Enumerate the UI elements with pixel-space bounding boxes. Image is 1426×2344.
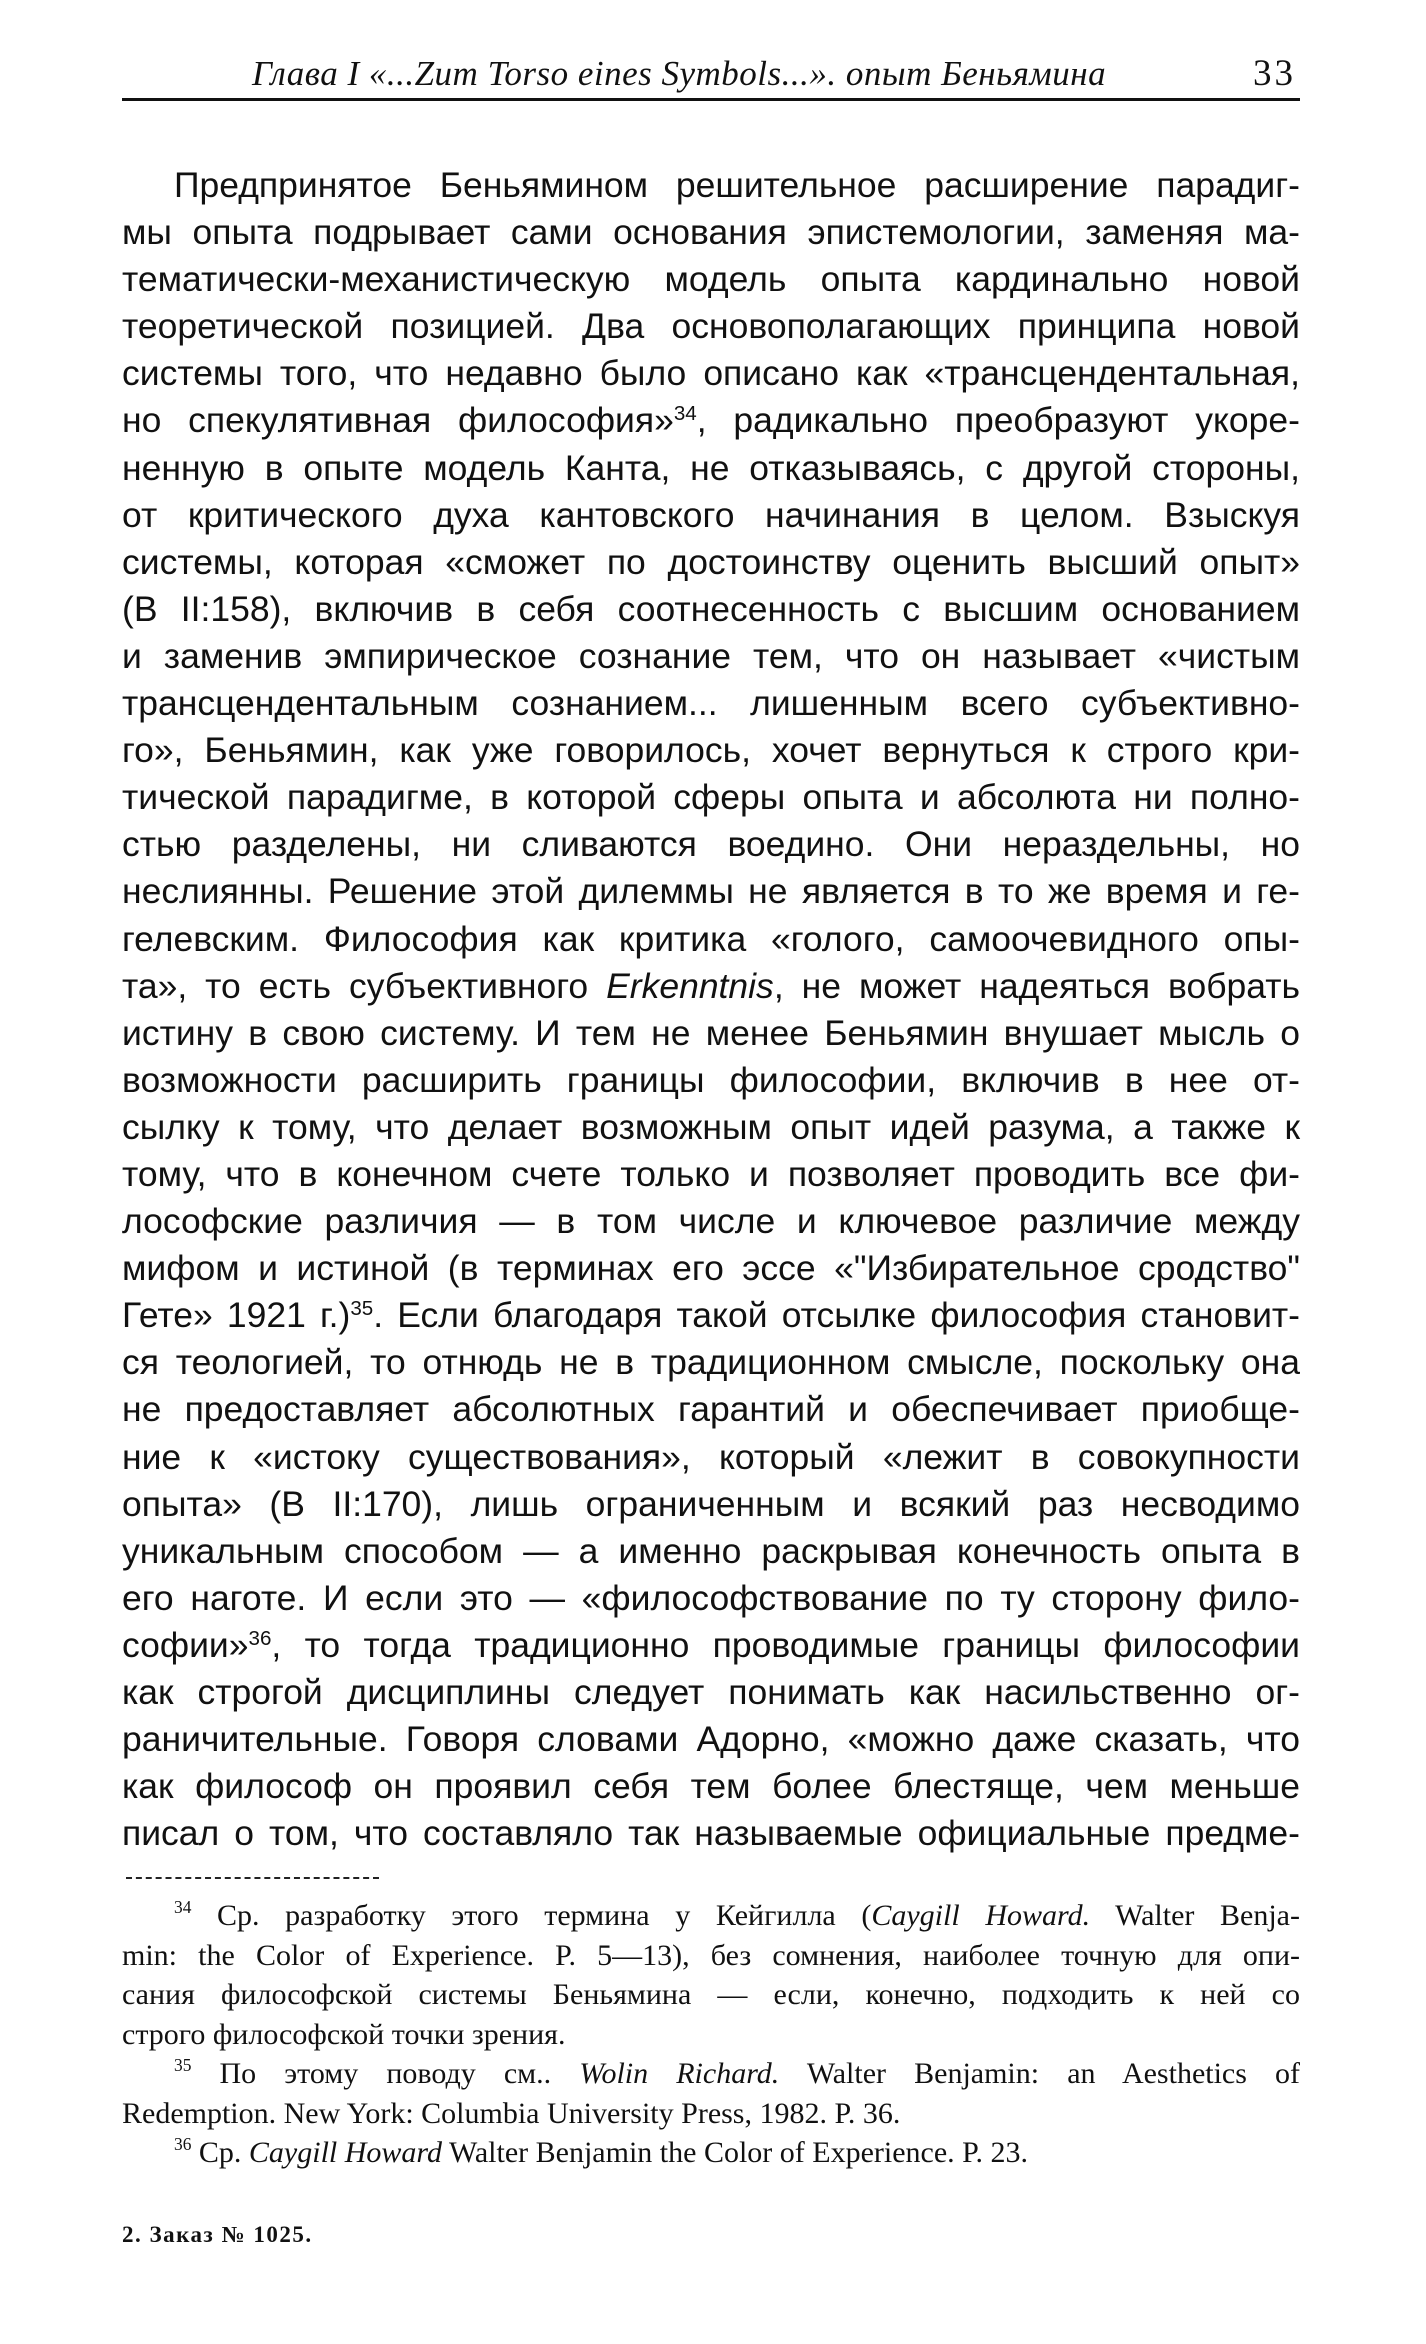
footnote-line: Redemption. New York: Columbia University Press, 1982. P. 36. <box>122 2096 901 2130</box>
text-line: как философ он проявил себя тем более блестяще, чем меньше <box>122 1766 1300 1807</box>
text-line: та», то есть субъективного Erkenntnis, не может надеяться вобрать <box>122 965 1300 1006</box>
text-line: системы того, что недавно было описано как «трансцендентальная, <box>122 353 1300 394</box>
text-line: уникальным способом — а именно раскрывая конечность опыта в <box>122 1530 1300 1571</box>
text-line: ние к «истоку существования», который «лежит в совокупности <box>122 1436 1300 1477</box>
text-line: трансцендентальным сознанием... лишенным всего субъективно- <box>122 683 1300 724</box>
italic-term: Erkenntnis <box>606 965 774 1006</box>
footnote-line: min: the Color of Experience. P. 5—13), без сомнения, наиболее точную для опи- <box>122 1938 1300 1972</box>
text-line: истину в свою систему. И тем не менее Беньямин внушает мысль о <box>122 1012 1300 1053</box>
text-line: но спекулятивная философия»$^{34}$, радикально преобразуют укоре- <box>122 400 1300 441</box>
text-line: его наготе. И если это — «философствование по ту сторону фило- <box>122 1577 1300 1618</box>
running-header <box>122 52 1300 101</box>
footnote-34: $^{34}$ Ср. разработку этого термина у Кейгилла (Caygill Howard. Walter Benja- <box>174 1897 1300 1932</box>
footnote-36: $^{36}$ Ср. Caygill Howard Walter Benjamin the Color of Experience. P. 23. <box>174 2134 1029 2169</box>
text-line: тематически-механистическую модель опыта кардинально новой <box>122 259 1300 300</box>
footnote-ref: 34 <box>673 402 697 426</box>
running-title: Глава I «...Zum Torso eines Symbols...». опыт Беньямина <box>252 54 1107 93</box>
text-line: тической парадигме, в которой сферы опыта и абсолюта ни полно- <box>122 777 1300 818</box>
page-number: 33 <box>1253 53 1296 94</box>
text-line: возможности расширить границы философии, включив в нее от- <box>122 1059 1300 1100</box>
text-line: неслиянны. Решение этой дилеммы не является в то же время и ге- <box>122 871 1300 912</box>
text-line: мы опыта подрывает сами основания эпистемологии, заменяя ма- <box>122 212 1300 253</box>
footnote-separator <box>126 1877 379 1879</box>
text-line: тому, что в конечном счете только и позволяет проводить все фи- <box>122 1153 1300 1194</box>
main-text <box>122 162 1300 1857</box>
text-line: писал о том, что составляло так называемые официальные предме- <box>122 1813 1300 1854</box>
text-line: гелевским. Философия как критика «голого, самоочевидного опы- <box>122 918 1300 959</box>
text-line: сылку к тому, что делает возможным опыт идей разума, а также к <box>122 1106 1300 1147</box>
text-line: как строгой дисциплины следует понимать как насильственно ог- <box>122 1672 1300 1712</box>
text-line: раничительные. Говоря словами Адорно, «можно даже сказать, что <box>122 1719 1300 1760</box>
text-line: (B II:158), включив в себя соотнесенность с высшим основанием <box>122 588 1300 629</box>
text-line: стью разделены, ни сливаются воедино. Они нераздельны, но <box>122 824 1300 865</box>
footnote-line: строго философской точки зрения. <box>122 2017 566 2051</box>
text-line: опыта» (B II:170), лишь ограниченным и всякий раз несводимо <box>122 1483 1300 1524</box>
text-line: от критического духа кантовского начинания в целом. Взыскуя <box>122 494 1300 535</box>
footnote-ref: 35 <box>350 1297 374 1321</box>
footnotes <box>122 1896 1300 2173</box>
footnote-35: $^{35}$ По этому поводу см.. Wolin Richard. Walter Benjamin: an Aesthetics of <box>174 2055 1300 2090</box>
text-line: ненную в опыте модель Канта, не отказываясь, с другой стороны, <box>122 447 1300 488</box>
text-line: мифом и истиной (в терминах его эссе «"Избирательное сродство" <box>122 1248 1300 1289</box>
text-line: и заменив эмпирическое сознание тем, что он называет «чистым <box>122 635 1300 676</box>
text-line: Предпринятое Беньямином решительное расширение парадиг- <box>174 165 1300 205</box>
footnote-line: сания философской системы Беньямина — если, конечно, подходить к ней со <box>122 1978 1300 2011</box>
text-line: софии»$^{36}$, то тогда традиционно проводимые границы философии <box>122 1624 1300 1665</box>
text-line: не предоставляет абсолютных гарантий и обеспечивает приобще- <box>122 1389 1300 1430</box>
text-line: лософские различия — в том числе и ключевое различие между <box>122 1201 1300 1242</box>
text-line: теоретической позицией. Два основополагающих принципа новой <box>122 306 1300 347</box>
text-line: системы, которая «сможет по достоинству оценить высший опыт» <box>122 541 1300 582</box>
footnote-ref: 36 <box>248 1626 272 1650</box>
printer-signature: 2. Заказ № 1025. <box>122 2222 313 2247</box>
text-line: ся теологией, то отнюдь не в традиционном смысле, поскольку она <box>122 1342 1300 1383</box>
text-line: го», Беньямин, как уже говорилось, хочет вернуться к строго кри- <box>122 730 1300 771</box>
text-line: Гете» 1921 г.)$^{35}$. Если благодаря такой отсылке философия становит- <box>122 1295 1300 1336</box>
